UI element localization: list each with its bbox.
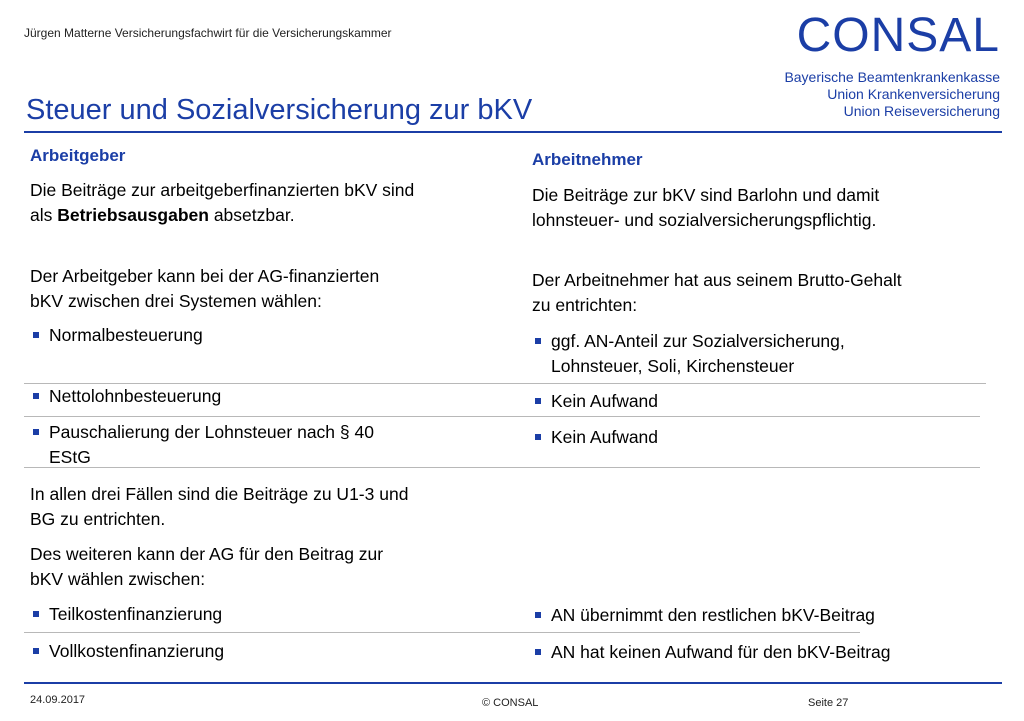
bullet-square-icon xyxy=(535,612,541,618)
employer-bullet-vollkosten: Vollkostenfinanzierung xyxy=(30,639,224,664)
consal-logo: CONSAL xyxy=(796,9,1000,62)
bullet-square-icon xyxy=(33,611,39,617)
bullet-square-icon xyxy=(535,649,541,655)
employee-paragraph-1: Die Beiträge zur bKV sind Barlohn und damit lohnsteuer- und sozialversicherungspflichtig. xyxy=(532,185,880,230)
footer-copyright: © CONSAL xyxy=(482,697,539,709)
employee-bullet-restbeitrag: AN übernimmt den restlichen bKV-Beitrag xyxy=(532,603,875,628)
bullet-square-icon xyxy=(33,393,39,399)
row-divider-4 xyxy=(24,632,860,633)
employer-bullet-normal: Normalbesteuerung xyxy=(30,323,203,348)
bullet-square-icon xyxy=(535,434,541,440)
employer-paragraph-3: In allen drei Fällen sind die Beiträge zu U1-3 und BG zu entrichten. xyxy=(30,484,409,529)
employee-paragraph-2: Der Arbeitnehmer hat aus seinem Brutto-Gehalt zu entrichten: xyxy=(532,270,902,315)
bullet-square-icon xyxy=(535,398,541,404)
employer-paragraph-2: Der Arbeitgeber kann bei der AG-finanzierten bKV zwischen drei Systemen wählen: xyxy=(30,266,380,311)
employer-bullet-netto: Nettolohnbesteuerung xyxy=(30,384,221,409)
footer-date: 24.09.2017 xyxy=(30,694,86,706)
footer-divider xyxy=(24,682,1002,684)
author-line: Jürgen Matterne Versicherungsfachwirt für die Versicherungskammer xyxy=(24,26,392,40)
slide-title: Steuer und Sozialversicherung zur bKV xyxy=(26,94,533,126)
employee-bullet-kein-aufwand-1: Kein Aufwand xyxy=(532,389,658,414)
employee-bullet-abgaben: ggf. AN-Anteil zur Sozialversicherung, Lohnsteuer, Soli, Kirchensteuer xyxy=(532,329,845,379)
title-divider xyxy=(24,131,1002,133)
employer-bullet-pauschal: Pauschalierung der Lohnsteuer nach § 40 EStG xyxy=(30,420,374,470)
employee-heading: Arbeitnehmer xyxy=(532,150,643,169)
bullet-square-icon xyxy=(33,332,39,338)
footer-page-number: Seite 27 xyxy=(808,697,849,709)
employer-paragraph-4: Des weiteren kann der AG für den Beitrag zur bKV wählen zwischen: xyxy=(30,544,384,589)
employee-bullet-kein-aufwand-2: Kein Aufwand xyxy=(532,425,658,450)
employee-bullet-kein-beitrag: AN hat keinen Aufwand für den bKV-Beitrag xyxy=(532,640,891,665)
row-divider-2 xyxy=(24,416,980,417)
bullet-square-icon xyxy=(33,429,39,435)
company-line-1: Bayerische Beamtenkrankenkasse xyxy=(784,69,1000,85)
company-line-3: Union Reiseversicherung xyxy=(843,103,1000,119)
employer-heading: Arbeitgeber xyxy=(30,146,126,165)
company-line-2: Union Krankenversicherung xyxy=(827,86,1000,102)
bullet-square-icon xyxy=(535,338,541,344)
employer-paragraph-1: Die Beiträge zur arbeitgeberfinanzierten bKV sind als Betriebsausgaben absetzbar. xyxy=(30,180,415,225)
bullet-square-icon xyxy=(33,648,39,654)
employer-bullet-teilkosten: Teilkostenfinanzierung xyxy=(30,602,222,627)
